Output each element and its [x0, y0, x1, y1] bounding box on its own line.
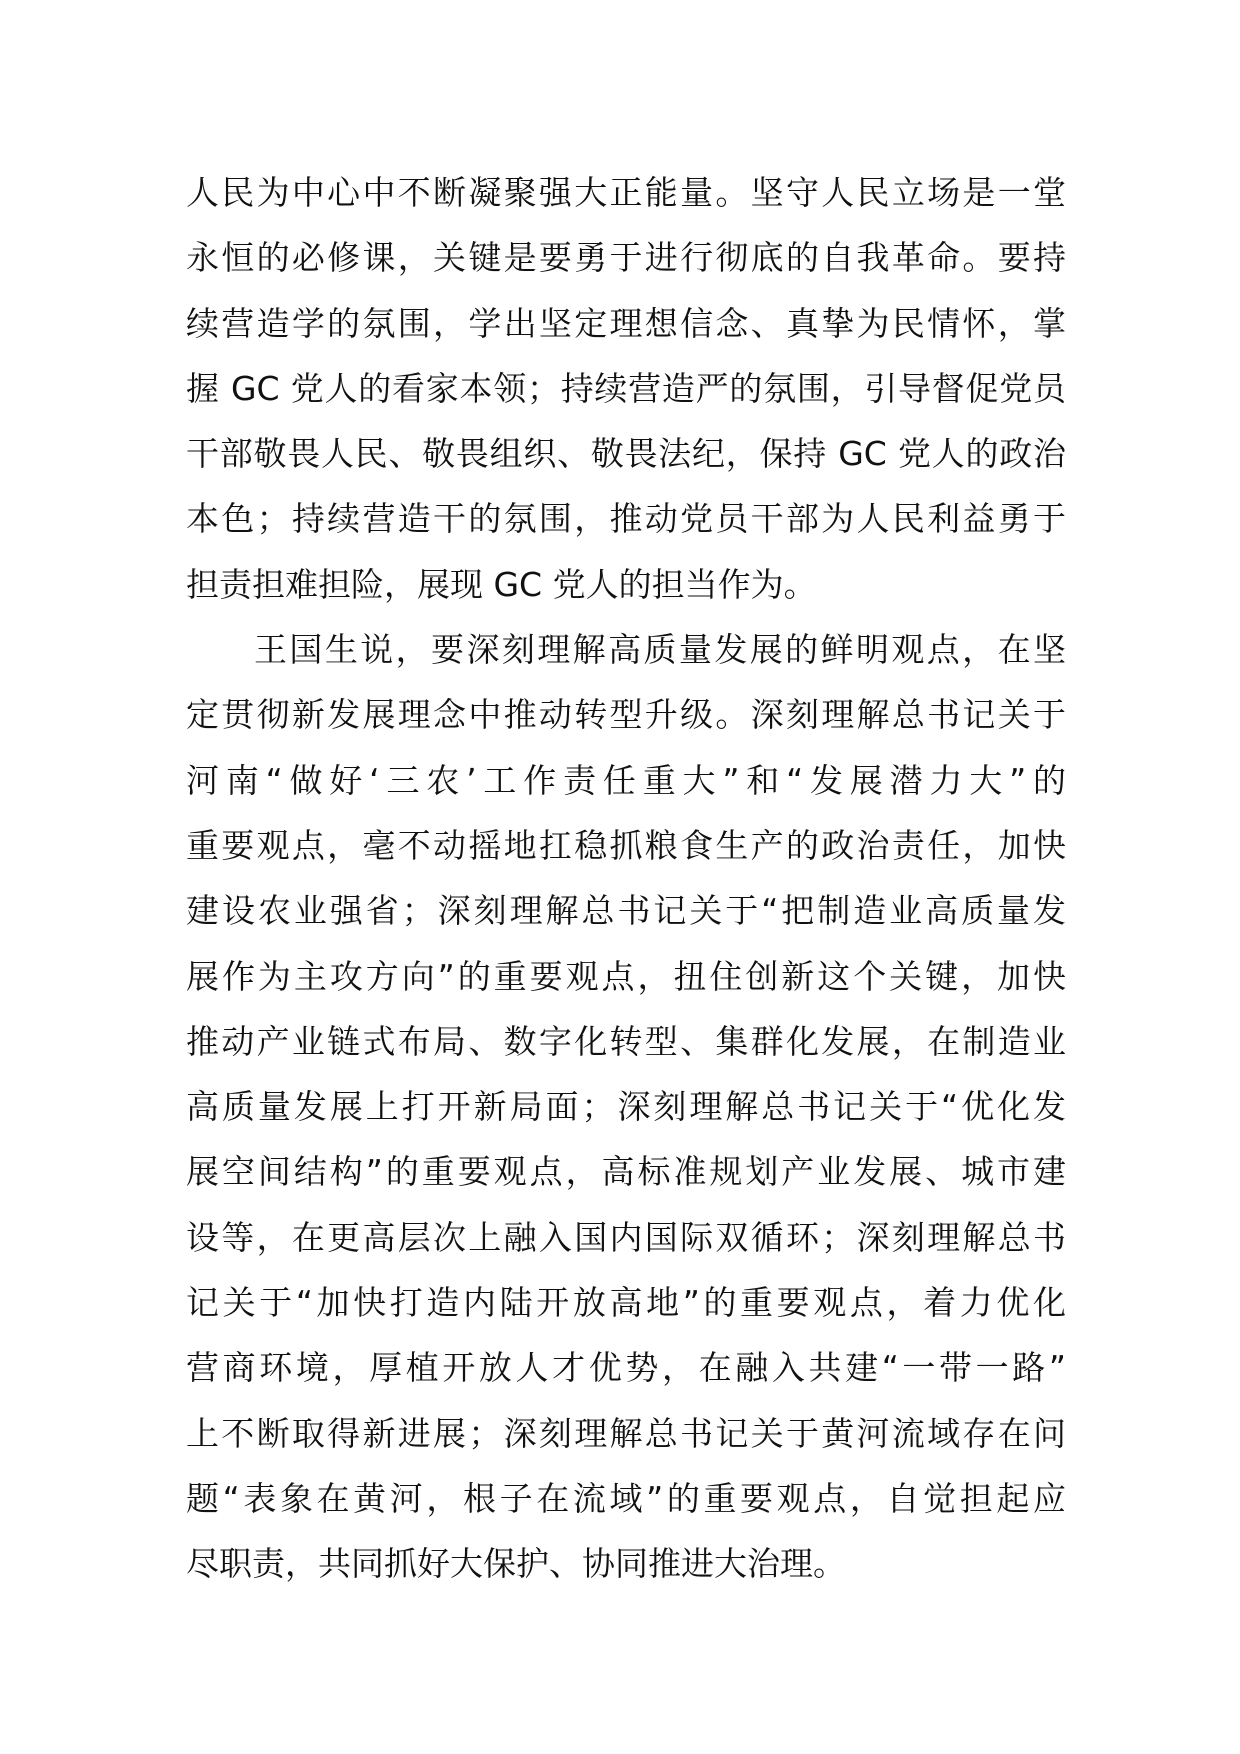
text-line: 续营造学的氛围，学出坚定理想信念、真挚为民情怀，掌	[186, 303, 1066, 343]
text-line-paragraph-end: 担责担难担险，展现 GC 党人的担当作为。	[186, 564, 817, 604]
text-line: 展空间结构”的重要观点，高标准规划产业发展、城市建	[186, 1152, 1066, 1192]
text-line: 营商环境，厚植开放人才优势，在融入共建“一带一路”	[186, 1348, 1066, 1388]
text-line: 人民为中心中不断凝聚强大正能量。坚守人民立场是一堂	[186, 173, 1066, 212]
text-line: 建设农业强省；深刻理解总书记关于“把制造业高质量发	[186, 891, 1066, 931]
text-line: 定贯彻新发展理念中推动转型升级。深刻理解总书记关于	[186, 695, 1066, 735]
text-line: 展作为主攻方向”的重要观点，扭住创新这个关键，加快	[186, 956, 1066, 996]
text-line: 握 GC 党人的看家本领；持续营造严的氛围，引导督促党员	[186, 368, 1066, 408]
text-line: 记关于“加快打造内陆开放高地”的重要观点，着力优化	[186, 1283, 1066, 1323]
text-line: 高质量发展上打开新局面；深刻理解总书记关于“优化发	[186, 1087, 1066, 1127]
text-line: 上不断取得新进展；深刻理解总书记关于黄河流域存在问	[186, 1413, 1066, 1453]
body-text	[186, 160, 1066, 1597]
text-line-paragraph-start: 王国生说，要深刻理解高质量发展的鲜明观点，在坚	[254, 630, 1066, 670]
text-line: 设等，在更高层次上融入国内国际双循环；深刻理解总书	[186, 1217, 1066, 1257]
text-line: 本色；持续营造干的氛围，推动党员干部为人民利益勇于	[186, 499, 1066, 539]
text-line: 推动产业链式布局、数字化转型、集群化发展，在制造业	[186, 1021, 1066, 1061]
text-line: 重要观点，毫不动摇地扛稳抓粮食生产的政治责任，加快	[186, 825, 1066, 865]
text-line: 永恒的必修课，关键是要勇于进行彻底的自我革命。要持	[186, 238, 1066, 278]
text-line-paragraph-end: 尽职责，共同抓好大保护、协同推进大治理。	[186, 1544, 846, 1584]
text-line: 题“表象在黄河，根子在流域”的重要观点，自觉担起应	[186, 1478, 1066, 1518]
text-line: 河南“做好‘三农’工作责任重大”和“发展潜力大”的	[186, 760, 1066, 800]
text-line: 干部敬畏人民、敬畏组织、敬畏法纪，保持 GC 党人的政治	[186, 434, 1066, 474]
